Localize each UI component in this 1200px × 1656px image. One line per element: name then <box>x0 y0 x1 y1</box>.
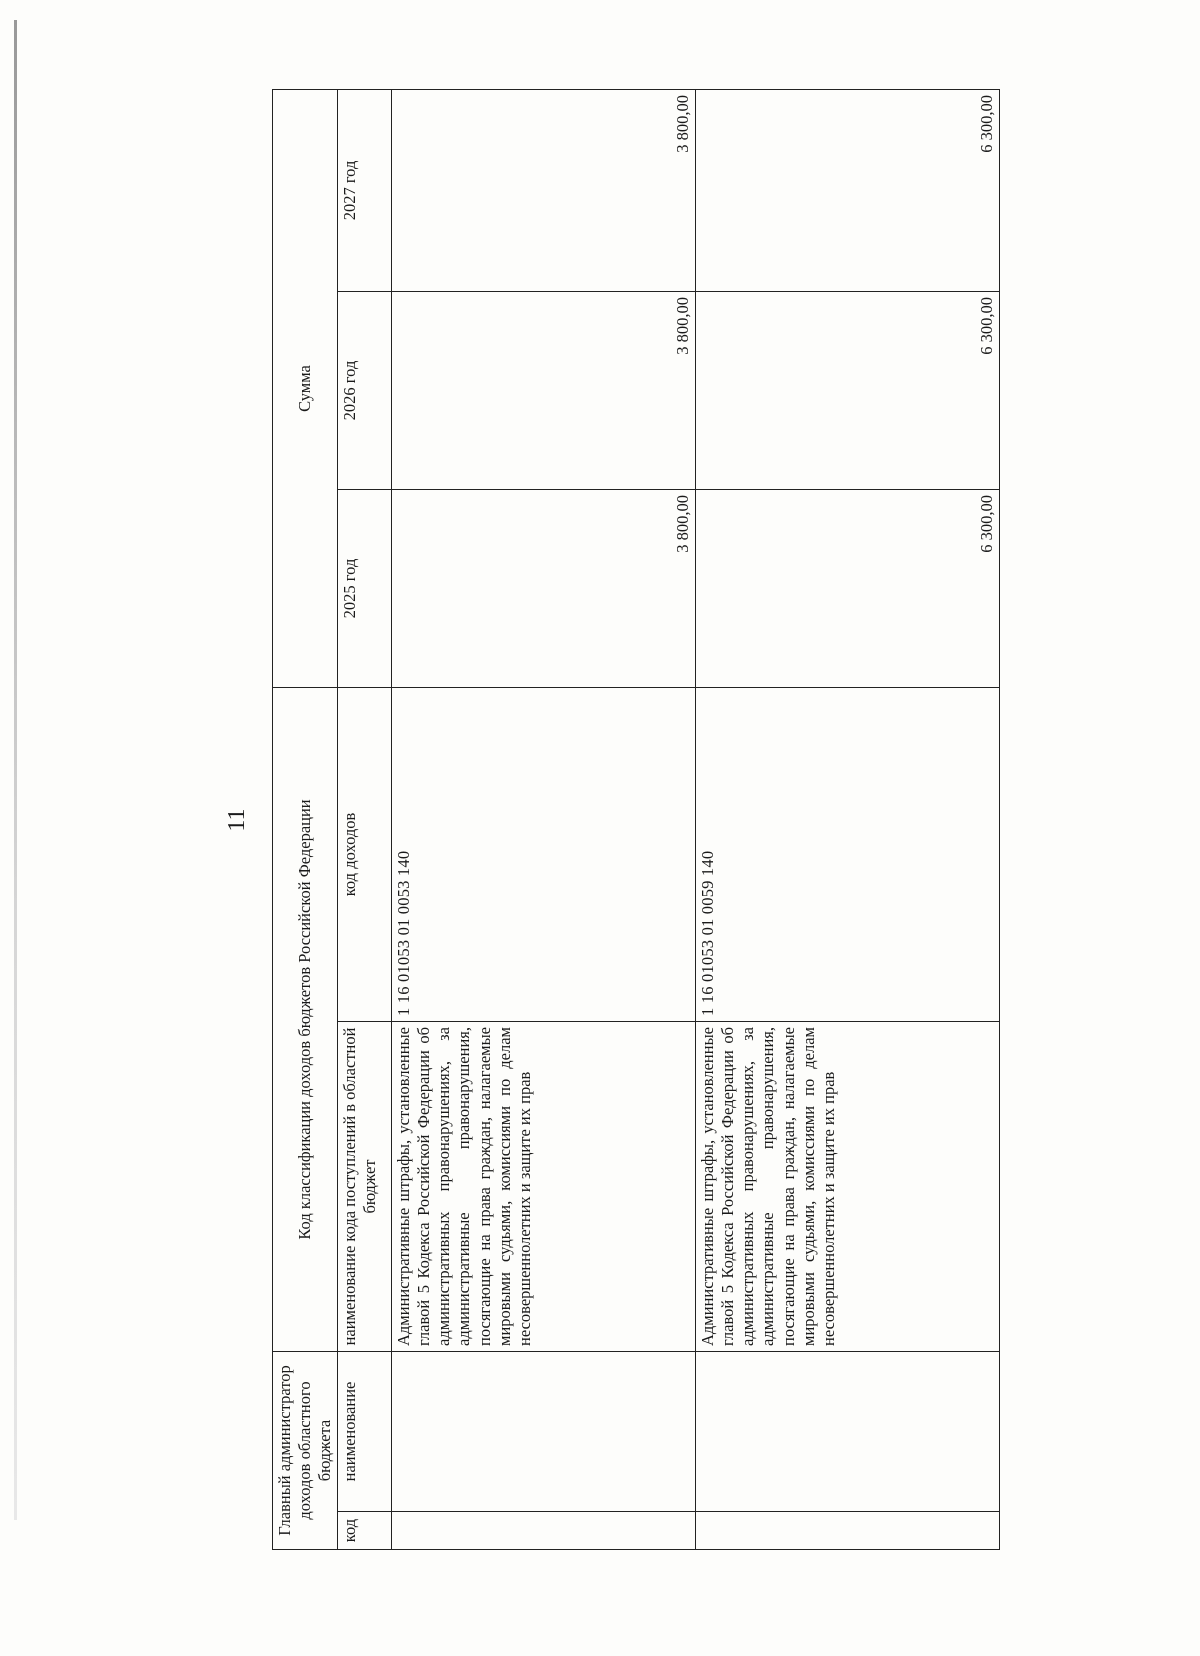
cell-admin-code <box>696 1512 1000 1550</box>
header-income-name: наименование кода поступлений в областной бюджет <box>338 1022 392 1352</box>
cell-income-code: 1 16 01053 01 0059 140 <box>696 687 1000 1021</box>
cell-sum-2027: 6 300,00 <box>696 89 1000 291</box>
header-sum-group: Сумма <box>273 89 338 687</box>
cell-sum-2025: 6 300,00 <box>696 489 1000 687</box>
cell-admin-name <box>392 1352 696 1512</box>
header-classification-group: Код классификации доходов бюджетов Российской Федерации <box>273 687 338 1351</box>
header-year-2025: 2025 год <box>338 489 392 687</box>
page-number: 11 <box>224 808 250 832</box>
table-row <box>392 89 696 1549</box>
header-admin-name: наименование <box>338 1352 392 1512</box>
header-income-code: код доходов <box>338 687 392 1021</box>
cell-sum-2026: 3 800,00 <box>392 291 696 489</box>
cell-sum-2027: 3 800,00 <box>392 89 696 291</box>
budget-income-table <box>272 89 1000 1550</box>
rotated-landscape-page <box>220 90 996 1550</box>
header-admin-group: Главный администратор доходов областного бюджета <box>273 1352 338 1550</box>
cell-income-code: 1 16 01053 01 0053 140 <box>392 687 696 1021</box>
cell-sum-2025: 3 800,00 <box>392 489 696 687</box>
cell-income-description: Административные штрафы, установленные главой 5 Кодекса Российской Федерации об административных правонарушениях, за административные правонарушения, посягающие на права граждан, налагаемые мировыми судьями, комиссиями по делам несовершеннолетних и защите их прав <box>696 1022 1000 1352</box>
cell-sum-2026: 6 300,00 <box>696 291 1000 489</box>
header-year-2027: 2027 год <box>338 89 392 291</box>
table-row <box>696 89 1000 1549</box>
cell-admin-code <box>392 1512 696 1550</box>
cell-income-description: Административные штрафы, установленные главой 5 Кодекса Российской Федерации об административных правонарушениях, за административные правонарушения, посягающие на права граждан, налагаемые мировыми судьями, комиссиями по делам несовершеннолетних и защите их прав <box>392 1022 696 1352</box>
header-admin-code: код <box>338 1512 392 1550</box>
table-header-row-1 <box>273 89 338 1549</box>
table-header-row-2 <box>338 89 392 1549</box>
header-year-2026: 2026 год <box>338 291 392 489</box>
cell-admin-name <box>696 1352 1000 1512</box>
